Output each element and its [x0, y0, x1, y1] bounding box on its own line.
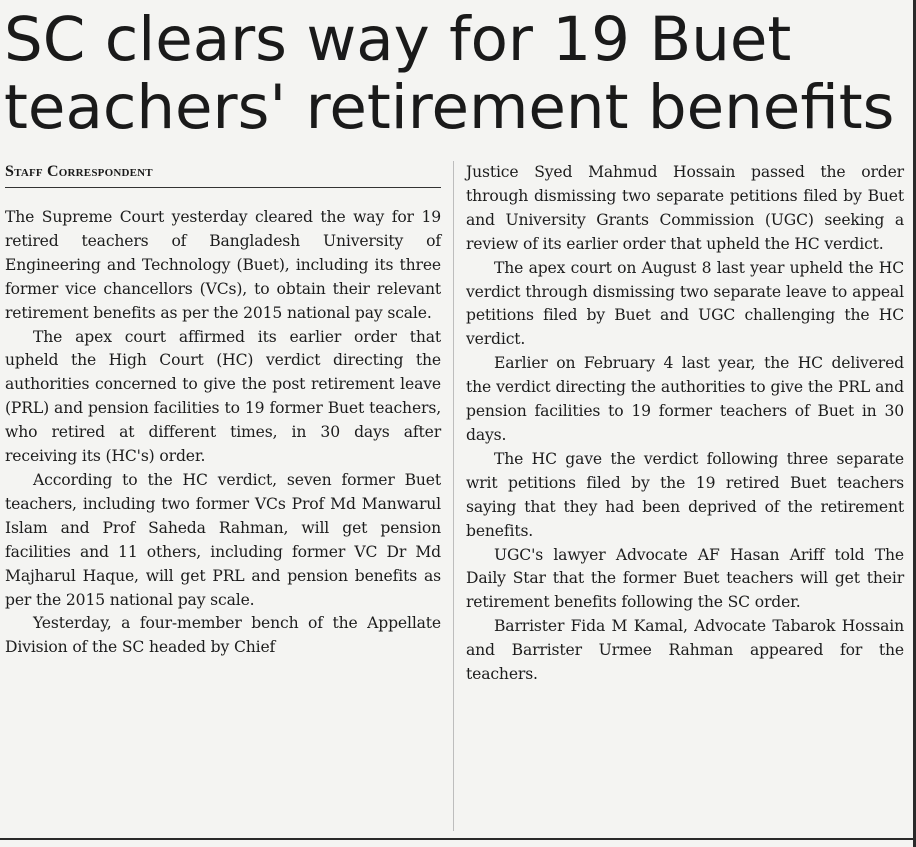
paragraph: Earlier on February 4 last year, the HC delivered the verdict directing the authorities to give the PRL and pension facilities to 19 former teachers of Buet in 30 days. [466, 354, 904, 444]
paragraph: Yesterday, a four-member bench of the Appellate Division of the SC headed by Chief [5, 614, 441, 657]
article-column-left [5, 206, 441, 660]
headline [4, 6, 904, 142]
paragraph: According to the HC verdict, seven former Buet teachers, including two former VCs Prof Md Manwarul Islam and Prof Saheda Rahman, will get pension facilities and 11 others, including former VC Dr Md Majharul Haque, will get PRL and pension benefits as per the 2015 national pay scale. [5, 470, 441, 609]
paragraph: UGC's lawyer Advocate AF Hasan Ariff told The Daily Star that the former Buet teachers will get their retirement benefits following the SC order. [466, 545, 904, 612]
headline-line-2: teachers' retirement benefits [4, 72, 895, 143]
paragraph: The apex court on August 8 last year upheld the HC verdict through dismissing two separate leave to appeal petitions filed by Buet and UGC challenging the HC verdict. [466, 258, 904, 349]
paragraph: Justice Syed Mahmud Hossain passed the order through dismissing two separate petitions filed by Buet and University Grants Commission (UGC) seeking a review of its earlier order that upheld the HC verdict. [466, 163, 904, 253]
paragraph: Barrister Fida M Kamal, Advocate Tabarok Hossain and Barrister Urmee Rahman appeared for the teachers. [466, 617, 904, 684]
paragraph: The apex court affirmed its earlier order that upheld the High Court (HC) verdict directing the authorities concerned to give the post retirement leave (PRL) and pension facilities to 19 former Buet teachers, who retired at different times, in 30 days after receiving its (HC's) order. [5, 327, 441, 466]
paragraph: The HC gave the verdict following three separate writ petitions filed by the 19 retired Buet teachers saying that they had been deprived of the retirement benefits. [466, 449, 904, 540]
headline-line-1: SC clears way for 19 Buet [4, 4, 792, 75]
column-divider [453, 161, 454, 831]
paragraph: The Supreme Court yesterday cleared the way for 19 retired teachers of Bangladesh University of Engineering and Technology (Buet), including its three former vice chancellors (VCs), to obtain their relevant retirement benefits as per the 2015 national pay scale. [5, 208, 441, 322]
bottom-rule [0, 838, 916, 840]
article-column-right [466, 161, 904, 687]
byline: Staff Correspondent [5, 163, 441, 188]
